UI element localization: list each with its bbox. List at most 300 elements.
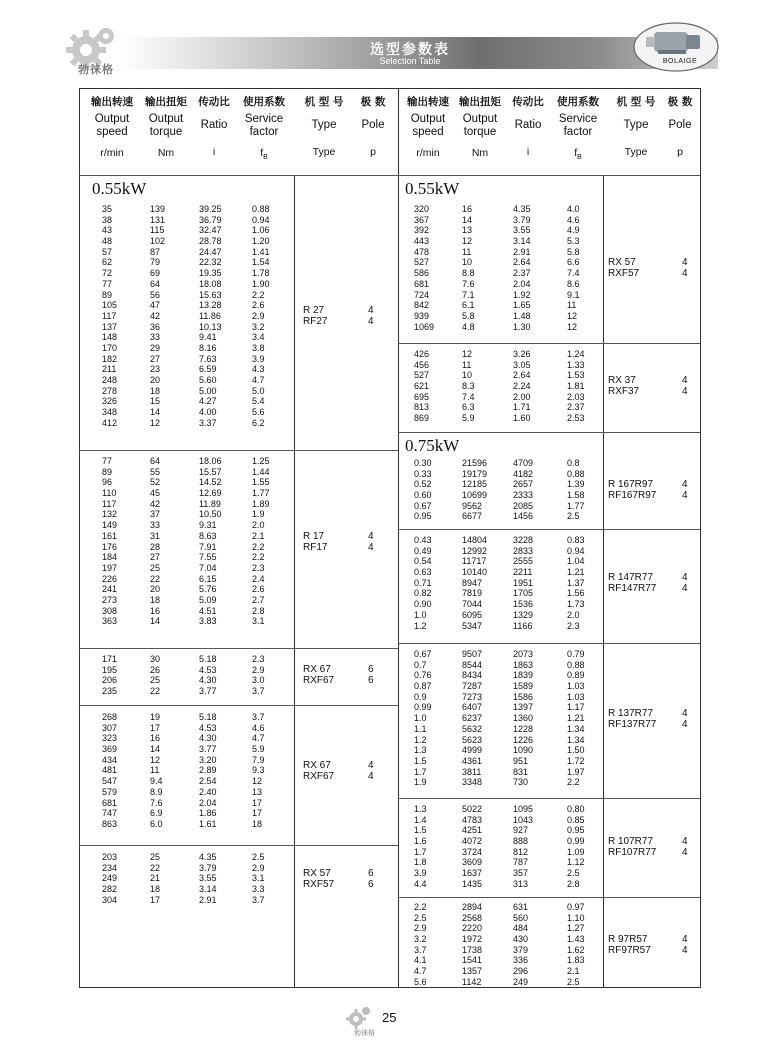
cell-torque: 12 <box>150 417 161 428</box>
cell-factor: 8.6 <box>567 278 580 289</box>
cell-torque: 52 <box>150 477 161 488</box>
cell-torque: 14 <box>462 214 473 225</box>
cell-speed: 62 <box>102 257 113 268</box>
cell-torque: 6677 <box>462 511 483 522</box>
cell-ratio: 3.83 <box>199 616 217 627</box>
cell-factor: 2.9 <box>252 862 265 873</box>
cell-speed: 5.6 <box>414 976 427 987</box>
column-torque <box>150 852 160 905</box>
cell-torque: 5347 <box>462 620 483 631</box>
cell-ratio: 5.00 <box>199 385 217 396</box>
model-type-label: RX 67 <box>303 759 331 771</box>
column-ratio <box>513 535 533 631</box>
cell-torque: 5.9 <box>462 413 475 424</box>
cell-factor: 2.2 <box>567 777 580 788</box>
cell-speed: 171 <box>102 654 118 664</box>
header-factor: 使用系数 Service factor $f_B$ <box>557 96 599 162</box>
column-torque <box>150 456 160 627</box>
cell-factor: 2.5 <box>567 511 580 522</box>
cell-factor: 4.7 <box>252 733 265 744</box>
column-factor <box>252 204 270 428</box>
cell-torque: 42 <box>150 310 161 321</box>
cell-factor: 1.97 <box>567 766 585 777</box>
cell-ratio: 4.35 <box>513 204 531 214</box>
model-type-label: R 137R77 <box>608 707 654 719</box>
column-speed <box>102 456 117 627</box>
cell-speed: 863 <box>102 818 118 829</box>
cell-ratio: 1360 <box>513 713 534 724</box>
model-type-label: RXF37 <box>608 386 640 398</box>
cell-torque: 6.3 <box>462 402 475 413</box>
pole-value: 4 <box>682 257 688 269</box>
cell-speed: 89 <box>102 289 113 300</box>
pole-value: 4 <box>682 375 688 387</box>
cell-ratio: 4.27 <box>199 396 217 407</box>
cell-torque: 1541 <box>462 955 483 966</box>
left-group-divider <box>79 450 398 451</box>
header-torque: 输出扭矩 Output torque Nm <box>459 96 501 159</box>
cell-ratio: 22.32 <box>199 257 222 268</box>
cell-speed: 4.4 <box>414 878 427 889</box>
cell-factor: 3.7 <box>252 894 265 905</box>
cell-speed: 1.8 <box>414 857 427 868</box>
column-ratio <box>199 204 222 428</box>
pole-value: 6 <box>368 664 374 676</box>
cell-speed: 110 <box>102 488 117 499</box>
cell-ratio: 1.65 <box>513 300 531 311</box>
center-divider <box>398 88 399 988</box>
cell-ratio: 1.60 <box>513 413 531 424</box>
cell-speed: 249 <box>102 873 118 884</box>
motor-badge-icon <box>632 21 720 73</box>
cell-speed: 176 <box>102 541 118 552</box>
cell-ratio: 11.86 <box>199 310 221 321</box>
cell-ratio: 2.91 <box>513 246 531 257</box>
column-ratio <box>513 902 528 988</box>
cell-ratio: 1951 <box>513 577 534 588</box>
cell-torque: 87 <box>150 246 161 257</box>
cell-ratio: 5.09 <box>199 594 217 605</box>
cell-factor: 1.50 <box>567 745 585 756</box>
cell-torque: 21 <box>150 873 161 884</box>
cell-speed: 363 <box>102 616 118 627</box>
cell-torque: 3811 <box>462 766 482 777</box>
cell-factor: 6.2 <box>252 417 265 428</box>
model-type <box>608 479 656 501</box>
pole-value: 6 <box>368 675 374 687</box>
cell-factor: 4.7 <box>252 375 265 385</box>
cell-speed: 203 <box>102 852 118 862</box>
cell-ratio: 1397 <box>513 702 534 713</box>
cell-ratio: 9.31 <box>199 520 217 531</box>
cell-ratio: 2.40 <box>199 786 217 797</box>
cell-ratio: 296 <box>513 966 529 977</box>
cell-torque: 1738 <box>462 944 483 955</box>
cell-factor: 0.95 <box>567 825 585 836</box>
cell-speed: 35 <box>102 204 113 214</box>
model-type <box>608 572 656 594</box>
cell-speed: 1.7 <box>414 846 427 857</box>
model-type-label: RX 57 <box>303 867 331 879</box>
cell-torque: 4361 <box>462 755 483 766</box>
cell-speed: 1.0 <box>414 609 427 620</box>
cell-torque: 3724 <box>462 846 483 857</box>
cell-torque: 25 <box>150 562 161 573</box>
cell-torque: 4.8 <box>462 321 475 332</box>
brand-name: 勃徕格 <box>78 63 114 76</box>
cell-speed: 392 <box>414 225 430 236</box>
cell-ratio: 1043 <box>513 814 534 825</box>
cell-factor: 2.1 <box>252 530 265 541</box>
cell-factor: 1.24 <box>567 349 585 359</box>
left-type-divider <box>294 175 295 988</box>
cell-factor: 1.34 <box>567 723 585 734</box>
cell-ratio: 831 <box>513 766 529 777</box>
cell-speed: 547 <box>102 776 118 787</box>
cell-torque: 8.8 <box>462 268 475 279</box>
header-factor: 使用系数 Service factor $f_B$ <box>243 96 285 162</box>
pole-count <box>682 836 688 858</box>
cell-speed: 0.67 <box>414 649 432 659</box>
cell-speed: 4.7 <box>414 966 427 977</box>
cell-ratio: 5.18 <box>199 712 217 722</box>
cell-ratio: 1228 <box>513 723 534 734</box>
cell-ratio: 7.04 <box>199 562 217 573</box>
cell-ratio: 7.63 <box>199 353 217 364</box>
cell-torque: 8544 <box>462 659 483 670</box>
column-ratio <box>513 804 533 890</box>
column-factor <box>567 204 580 332</box>
cell-torque: 1972 <box>462 934 483 945</box>
cell-factor: 5.3 <box>567 236 580 247</box>
cell-ratio: 3.05 <box>513 359 531 370</box>
cell-ratio: 812 <box>513 846 529 857</box>
cell-ratio: 3.55 <box>199 873 217 884</box>
cell-factor: 2.37 <box>567 402 585 413</box>
cell-ratio: 18.08 <box>199 278 222 289</box>
cell-torque: 11 <box>462 246 472 257</box>
cell-factor: 1.21 <box>567 713 585 724</box>
cell-torque: 1637 <box>462 868 483 879</box>
cell-torque: 15 <box>150 396 161 407</box>
cell-factor: 1.12 <box>567 857 585 868</box>
cell-speed: 0.95 <box>414 511 432 522</box>
cell-ratio: 1.86 <box>199 808 217 819</box>
column-factor <box>567 804 585 890</box>
cell-factor: 1.41 <box>252 246 270 257</box>
cell-ratio: 1586 <box>513 691 534 702</box>
cell-speed: 273 <box>102 594 118 605</box>
cell-speed: 747 <box>102 808 118 819</box>
cell-torque: 9.4 <box>150 776 163 787</box>
cell-speed: 211 <box>102 364 117 375</box>
cell-torque: 45 <box>150 488 161 499</box>
cell-torque: 10699 <box>462 490 488 501</box>
cell-speed: 0.52 <box>414 479 432 490</box>
cell-ratio: 631 <box>513 902 529 912</box>
right-group-divider <box>398 529 701 530</box>
cell-factor: 12 <box>567 321 578 332</box>
cell-ratio: 1863 <box>513 659 534 670</box>
model-type <box>303 305 327 327</box>
column-factor <box>252 654 265 697</box>
cell-speed: 1.2 <box>414 734 427 745</box>
cell-speed: 278 <box>102 385 118 396</box>
cell-ratio: 13.28 <box>199 300 222 311</box>
cell-speed: 184 <box>102 552 118 563</box>
model-type-label: RXF57 <box>608 268 640 280</box>
cell-torque: 4783 <box>462 814 483 825</box>
column-torque <box>462 458 487 522</box>
cell-speed: 326 <box>102 396 118 407</box>
cell-ratio: 1.30 <box>513 321 531 332</box>
pole-value: 6 <box>368 878 374 890</box>
model-type-label: RF107R77 <box>608 846 657 858</box>
cell-speed: 2.5 <box>414 912 427 923</box>
pole-value: 4 <box>682 479 688 491</box>
cell-ratio: 1536 <box>513 599 534 610</box>
right-group-divider <box>398 798 701 799</box>
cell-factor: 2.3 <box>252 562 265 573</box>
header-ratio: 传动比 Ratio i <box>198 96 230 158</box>
cell-speed: 308 <box>102 605 118 616</box>
cell-torque: 42 <box>150 498 161 509</box>
cell-ratio: 39.25 <box>199 204 222 214</box>
right-group-divider <box>398 343 701 344</box>
column-torque <box>150 712 163 830</box>
cell-ratio: 2.04 <box>513 278 531 289</box>
cell-speed: 197 <box>102 562 118 573</box>
model-type-label: RF17 <box>303 541 328 553</box>
cell-torque: 6.0 <box>150 818 163 829</box>
column-torque <box>462 204 475 332</box>
cell-factor: 0.99 <box>567 836 585 847</box>
cell-factor: 4.6 <box>567 214 580 225</box>
cell-speed: 1.3 <box>414 804 427 814</box>
column-ratio <box>513 649 533 788</box>
cell-speed: 1.2 <box>414 620 427 631</box>
cell-torque: 20 <box>150 584 161 595</box>
cell-ratio: 3.55 <box>513 225 531 236</box>
cell-ratio: 12.69 <box>199 488 222 499</box>
cell-torque: 7273 <box>462 691 483 702</box>
cell-speed: 235 <box>102 686 118 697</box>
cell-factor: 9.3 <box>252 765 265 776</box>
cell-speed: 148 <box>102 332 118 343</box>
cell-ratio: 19.35 <box>199 268 222 279</box>
cell-torque: 19 <box>150 712 161 722</box>
cell-speed: 206 <box>102 675 118 686</box>
cell-factor: 18 <box>252 818 263 829</box>
cell-factor: 17 <box>252 808 263 819</box>
cell-ratio: 2.89 <box>199 765 217 776</box>
cell-ratio: 15.63 <box>199 289 222 300</box>
cell-ratio: 24.47 <box>199 246 222 257</box>
cell-factor: 2.5 <box>567 976 580 987</box>
cell-torque: 1357 <box>462 966 483 977</box>
cell-torque: 33 <box>150 520 161 531</box>
cell-torque: 14 <box>150 744 161 755</box>
cell-speed: 426 <box>414 349 430 359</box>
cell-speed: 195 <box>102 664 118 675</box>
cell-ratio: 2211 <box>513 567 533 578</box>
pole-count <box>682 479 688 501</box>
cell-speed: 0.71 <box>414 577 432 588</box>
cell-torque: 12 <box>462 349 473 359</box>
column-factor <box>567 349 585 424</box>
cell-speed: 3.7 <box>414 944 427 955</box>
column-ratio <box>199 712 217 830</box>
cell-factor: 2.3 <box>252 654 265 664</box>
cell-ratio: 1839 <box>513 670 534 681</box>
cell-speed: 268 <box>102 712 118 722</box>
header-type: 机 型 号 Type Type <box>616 96 656 158</box>
cell-factor: 4.6 <box>252 722 265 733</box>
cell-torque: 16 <box>150 605 161 616</box>
pole-value: 4 <box>682 572 688 584</box>
cell-speed: 72 <box>102 268 113 279</box>
cell-factor: 1.10 <box>567 912 585 923</box>
cell-ratio: 2073 <box>513 649 534 659</box>
cell-ratio: 4.35 <box>199 852 217 862</box>
cell-ratio: 1589 <box>513 681 534 692</box>
cell-ratio: 4182 <box>513 468 534 479</box>
cell-ratio: 2555 <box>513 556 534 567</box>
cell-torque: 12185 <box>462 479 488 490</box>
cell-torque: 25 <box>150 852 161 862</box>
page-number: 25 <box>382 1010 397 1025</box>
cell-speed: 0.60 <box>414 490 432 501</box>
cell-torque: 31 <box>150 530 161 541</box>
cell-ratio: 36.79 <box>199 214 222 225</box>
pole-count <box>682 375 688 397</box>
model-type <box>608 934 651 956</box>
cell-factor: 5.4 <box>252 396 265 407</box>
cell-ratio: 484 <box>513 923 529 934</box>
cell-speed: 137 <box>102 321 118 332</box>
column-speed <box>414 458 432 522</box>
cell-ratio: 8.63 <box>199 530 217 541</box>
footer-brand: 勃徕格 <box>354 1029 375 1037</box>
cell-speed: 248 <box>102 375 118 385</box>
cell-torque: 14804 <box>462 535 488 545</box>
cell-torque: 18 <box>150 385 161 396</box>
pole-value: 4 <box>682 707 688 719</box>
cell-factor: 2.4 <box>252 573 265 584</box>
cell-torque: 17 <box>150 894 161 905</box>
cell-ratio: 2.64 <box>513 370 531 381</box>
cell-speed: 0.54 <box>414 556 432 567</box>
cell-factor: 2.6 <box>252 584 265 595</box>
model-type-label: R 27 <box>303 305 325 317</box>
cell-factor: 2.5 <box>567 868 580 879</box>
cell-torque: 33 <box>150 332 161 343</box>
cell-ratio: 3.14 <box>199 884 217 895</box>
cell-speed: 0.33 <box>414 468 432 479</box>
cell-torque: 27 <box>150 353 161 364</box>
column-factor <box>252 712 265 830</box>
cell-factor: 1.44 <box>252 466 270 477</box>
cell-speed: 117 <box>102 310 117 321</box>
cell-factor: 2.7 <box>252 594 265 605</box>
cell-torque: 131 <box>150 214 166 225</box>
column-factor <box>252 852 265 905</box>
cell-torque: 56 <box>150 289 161 300</box>
header-torque: 输出扭矩 Output torque Nm <box>145 96 187 159</box>
cell-ratio: 6.59 <box>199 364 217 375</box>
cell-factor: 0.94 <box>567 545 585 556</box>
cell-ratio: 2085 <box>513 500 534 511</box>
cell-speed: 0.90 <box>414 599 432 610</box>
cell-torque: 22 <box>150 862 161 873</box>
cell-factor: 13 <box>252 786 263 797</box>
column-speed <box>414 535 432 631</box>
cell-torque: 5.8 <box>462 310 475 321</box>
cell-speed: 527 <box>414 257 430 268</box>
cell-factor: 1.89 <box>252 498 270 509</box>
cell-torque: 14 <box>150 407 161 418</box>
cell-speed: 170 <box>102 342 118 353</box>
cell-torque: 16 <box>150 733 161 744</box>
cell-factor: 1.83 <box>567 955 585 966</box>
cell-factor: 1.09 <box>567 846 585 857</box>
cell-torque: 30 <box>150 654 161 664</box>
cell-torque: 27 <box>150 552 161 563</box>
cell-factor: 1.34 <box>567 734 585 745</box>
model-type-label: RX 67 <box>303 664 331 676</box>
cell-ratio: 4.53 <box>199 722 217 733</box>
cell-torque: 10140 <box>462 567 488 578</box>
header-pole: 极 数 Pole p <box>667 96 693 158</box>
cell-ratio: 1705 <box>513 588 534 599</box>
cell-factor: 2.2 <box>252 541 265 552</box>
cell-speed: 586 <box>414 268 430 279</box>
right-type-divider <box>603 175 604 988</box>
cell-factor: 12 <box>567 310 578 321</box>
power-heading: 0.55kW <box>92 179 147 198</box>
cell-speed: 369 <box>102 744 118 755</box>
pole-count <box>368 664 374 686</box>
cell-speed: 412 <box>102 417 118 428</box>
cell-speed: 0.43 <box>414 535 432 545</box>
cell-torque: 11717 <box>462 556 487 567</box>
cell-factor: 2.8 <box>567 878 580 889</box>
cell-ratio: 3.77 <box>199 744 217 755</box>
cell-ratio: 951 <box>513 755 529 766</box>
cell-ratio: 14.52 <box>199 477 222 488</box>
cell-speed: 89 <box>102 466 113 477</box>
pole-count <box>368 305 374 327</box>
cell-ratio: 9.41 <box>199 332 217 343</box>
cell-torque: 12 <box>462 236 473 247</box>
right-group-divider <box>398 432 701 433</box>
page-title-cn: 选型参数表 <box>370 42 450 58</box>
cell-ratio: 1456 <box>513 511 534 522</box>
cell-speed: 367 <box>414 214 430 225</box>
pole-value: 4 <box>368 530 374 542</box>
cell-torque: 6.1 <box>462 300 475 311</box>
pole-count <box>368 868 374 890</box>
cell-speed: 1.1 <box>414 723 427 734</box>
cell-speed: 0.99 <box>414 702 432 713</box>
cell-ratio: 2.00 <box>513 391 531 402</box>
pole-value: 4 <box>682 583 688 595</box>
cell-torque: 19179 <box>462 468 488 479</box>
cell-factor: 2.2 <box>252 289 265 300</box>
cell-torque: 4072 <box>462 836 483 847</box>
cell-factor: 3.4 <box>252 332 265 343</box>
cell-factor: 5.6 <box>252 407 265 418</box>
